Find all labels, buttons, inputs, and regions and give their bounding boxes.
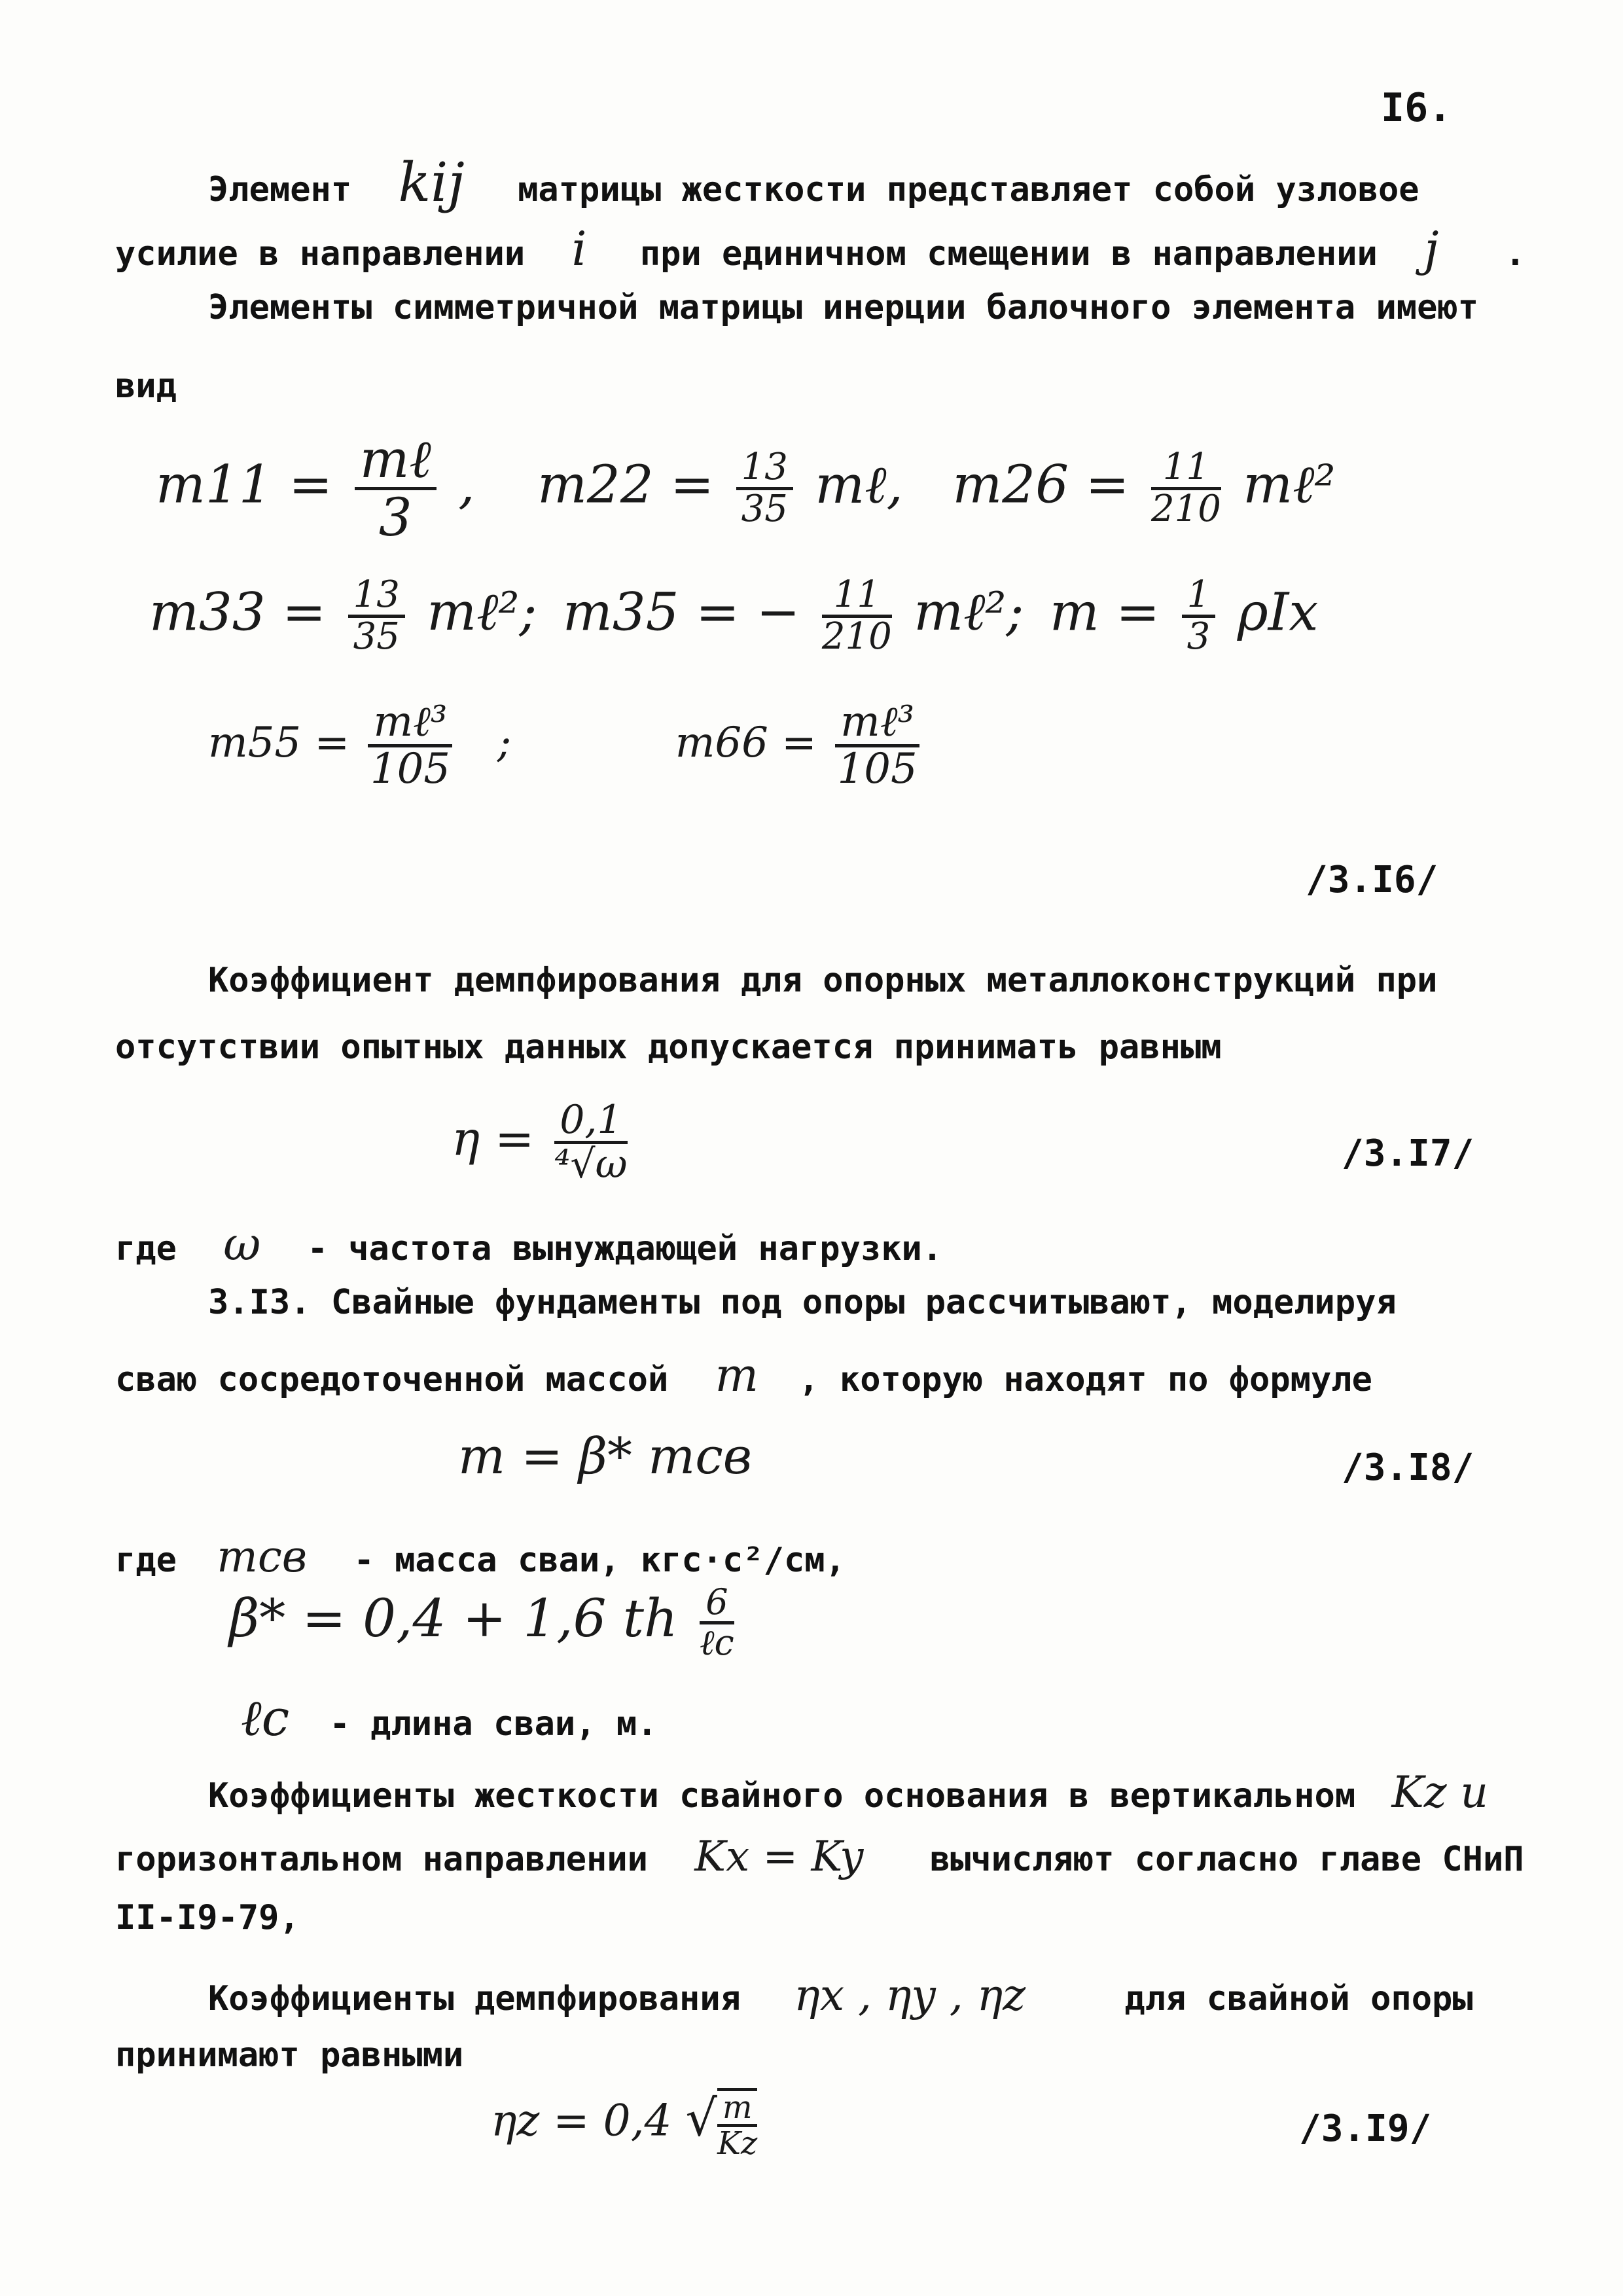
formula-term: mℓ, bbox=[815, 454, 903, 515]
denominator: 3 bbox=[378, 487, 412, 548]
text-run: где bbox=[115, 1229, 177, 1268]
separator: ; bbox=[497, 719, 512, 768]
symbol-i: i bbox=[571, 221, 587, 276]
paragraph-line: вид bbox=[115, 367, 177, 406]
fraction bbox=[348, 573, 405, 658]
denominator: 210 bbox=[1150, 488, 1221, 530]
text-run: усилие в направлении bbox=[115, 234, 526, 274]
formula-term: m26 = bbox=[952, 454, 1130, 515]
text-run: Коэффициенты жесткости свайного основания в вертикальном bbox=[208, 1776, 1356, 1816]
formula-m33-m35-m bbox=[149, 573, 1319, 658]
fraction bbox=[355, 429, 437, 548]
text-run: для свайной опоры bbox=[1124, 1979, 1473, 2018]
formula-term: mℓ²; bbox=[914, 581, 1024, 643]
paragraph-line: II-I9-79, bbox=[115, 1898, 300, 1937]
symbol-j: j bbox=[1424, 221, 1439, 276]
denominator: 3 bbox=[1186, 615, 1211, 658]
symbol-mcv: mсв bbox=[217, 1532, 308, 1582]
text-run: горизонтальном направлении bbox=[115, 1840, 648, 1879]
numerator: mℓ³ bbox=[368, 700, 452, 747]
denominator: ⁴√ω bbox=[554, 1141, 628, 1187]
fraction bbox=[700, 1581, 734, 1663]
paragraph-line bbox=[208, 1767, 1488, 1818]
separator: , bbox=[458, 454, 475, 515]
formula-eta-z: ηz = 0,4 √ $\frac{m}{Kz}$ bbox=[491, 2089, 758, 2162]
paragraph-line: Элементы симметричной матрицы инерции балочного элемента имеют bbox=[208, 288, 1479, 327]
paragraph-line: 3.I3. Свайные фундаменты под опоры рассчитывают, моделируя bbox=[208, 1283, 1397, 1322]
paragraph-line bbox=[115, 1348, 1372, 1402]
denominator: 105 bbox=[837, 745, 918, 794]
formula-term: β* = 0,4 + 1,6 th bbox=[229, 1588, 678, 1649]
denominator: 105 bbox=[370, 745, 451, 794]
text-run: при единичном смещении в направлении bbox=[639, 234, 1378, 274]
numerator: 11 bbox=[822, 576, 892, 618]
formula-m55-m66 bbox=[208, 698, 925, 794]
numerator: 11 bbox=[1151, 448, 1221, 490]
fraction bbox=[821, 573, 892, 658]
fraction bbox=[368, 698, 452, 794]
denominator: Kz bbox=[717, 2125, 758, 2162]
numerator: 13 bbox=[736, 448, 793, 490]
formula-m-beta: m = β* mсв bbox=[458, 1427, 753, 1485]
numerator: 1 bbox=[1182, 576, 1216, 618]
formula-term: ρIx bbox=[1237, 581, 1319, 643]
numerator: mℓ bbox=[355, 432, 437, 490]
fraction bbox=[717, 2088, 758, 2161]
text-run: - масса сваи, кгс·с²/см, bbox=[353, 1541, 846, 1580]
paragraph-line: отсутствии опытных данных допускается принимать равным bbox=[115, 1028, 1222, 1067]
numerator: 6 bbox=[700, 1584, 734, 1624]
text-run: . bbox=[1505, 234, 1526, 274]
text-run: - длина сваи, м. bbox=[329, 1704, 658, 1744]
formula-term: m55 = bbox=[208, 719, 350, 768]
text-run: сваю сосредоточенной массой bbox=[115, 1360, 669, 1399]
denominator: 35 bbox=[353, 615, 400, 658]
symbol-omega: ω bbox=[223, 1217, 261, 1271]
text-run: Коэффициенты демпфирования bbox=[208, 1979, 741, 2018]
numerator: mℓ³ bbox=[835, 700, 919, 747]
paragraph-line: Коэффициент демпфирования для опорных металлоконструкций при bbox=[208, 961, 1438, 1000]
formula-term: mℓ²; bbox=[427, 581, 537, 643]
paragraph-line bbox=[115, 1833, 1524, 1881]
formula-term: ηz = 0,4 bbox=[491, 2095, 672, 2146]
formula-eta bbox=[452, 1097, 633, 1187]
numerator: m bbox=[717, 2091, 758, 2127]
formula-term: η = bbox=[452, 1111, 535, 1166]
paragraph-line bbox=[115, 1217, 942, 1271]
formula-beta-star bbox=[229, 1581, 740, 1663]
symbol-kz: Kz и bbox=[1391, 1767, 1489, 1818]
text-run: , которую находят по формуле bbox=[798, 1360, 1372, 1399]
fraction bbox=[1182, 573, 1216, 658]
paragraph-line bbox=[208, 1970, 1473, 2020]
denominator: 35 bbox=[741, 488, 788, 530]
formula-term: m66 = bbox=[675, 719, 817, 768]
numerator: 13 bbox=[348, 576, 405, 618]
page-number: I6. bbox=[1381, 85, 1452, 131]
numerator: 0,1 bbox=[554, 1100, 627, 1144]
symbol-m: m bbox=[715, 1348, 758, 1402]
paragraph-line bbox=[115, 1532, 846, 1582]
text-run: - частота вынуждающей нагрузки. bbox=[307, 1229, 943, 1268]
text-run: матрицы жесткости представляет собой узловое bbox=[518, 170, 1419, 209]
fraction bbox=[736, 448, 793, 529]
paragraph-line bbox=[208, 152, 1419, 214]
denominator: 210 bbox=[821, 615, 892, 658]
fraction bbox=[835, 698, 919, 794]
paragraph-line: принимают равными bbox=[115, 2036, 464, 2075]
formula-term: m33 = bbox=[149, 581, 327, 643]
formula-term: m35 = − bbox=[562, 581, 800, 643]
fraction bbox=[1151, 448, 1221, 529]
fraction bbox=[554, 1097, 628, 1187]
formula-m11-m22-m26 bbox=[156, 429, 1336, 548]
symbol-lc: ℓс bbox=[241, 1689, 290, 1747]
text-run: где bbox=[115, 1541, 177, 1580]
equation-number: /3.I8/ bbox=[1342, 1446, 1474, 1489]
equation-number: /3.I7/ bbox=[1342, 1132, 1474, 1175]
text-run: вычисляют согласно главе СНиП bbox=[929, 1840, 1524, 1879]
formula-term: m11 = bbox=[156, 454, 333, 515]
symbol-eta-xyz: ηx , ηy , ηz bbox=[794, 1970, 1026, 2020]
formula-term: mℓ² bbox=[1243, 454, 1336, 515]
symbol-kx-ky: Kx = Ky bbox=[694, 1833, 864, 1881]
paragraph-line bbox=[241, 1689, 657, 1748]
equation-number: /3.I9/ bbox=[1299, 2108, 1432, 2150]
paragraph-line bbox=[115, 221, 1525, 276]
equation-number: /3.I6/ bbox=[1306, 859, 1438, 901]
symbol-kij: kij bbox=[398, 152, 465, 214]
text-run: Элемент bbox=[208, 170, 352, 209]
denominator: ℓс bbox=[700, 1621, 734, 1663]
formula-term: m22 = bbox=[537, 454, 715, 515]
formula-term: m = bbox=[1049, 581, 1160, 643]
